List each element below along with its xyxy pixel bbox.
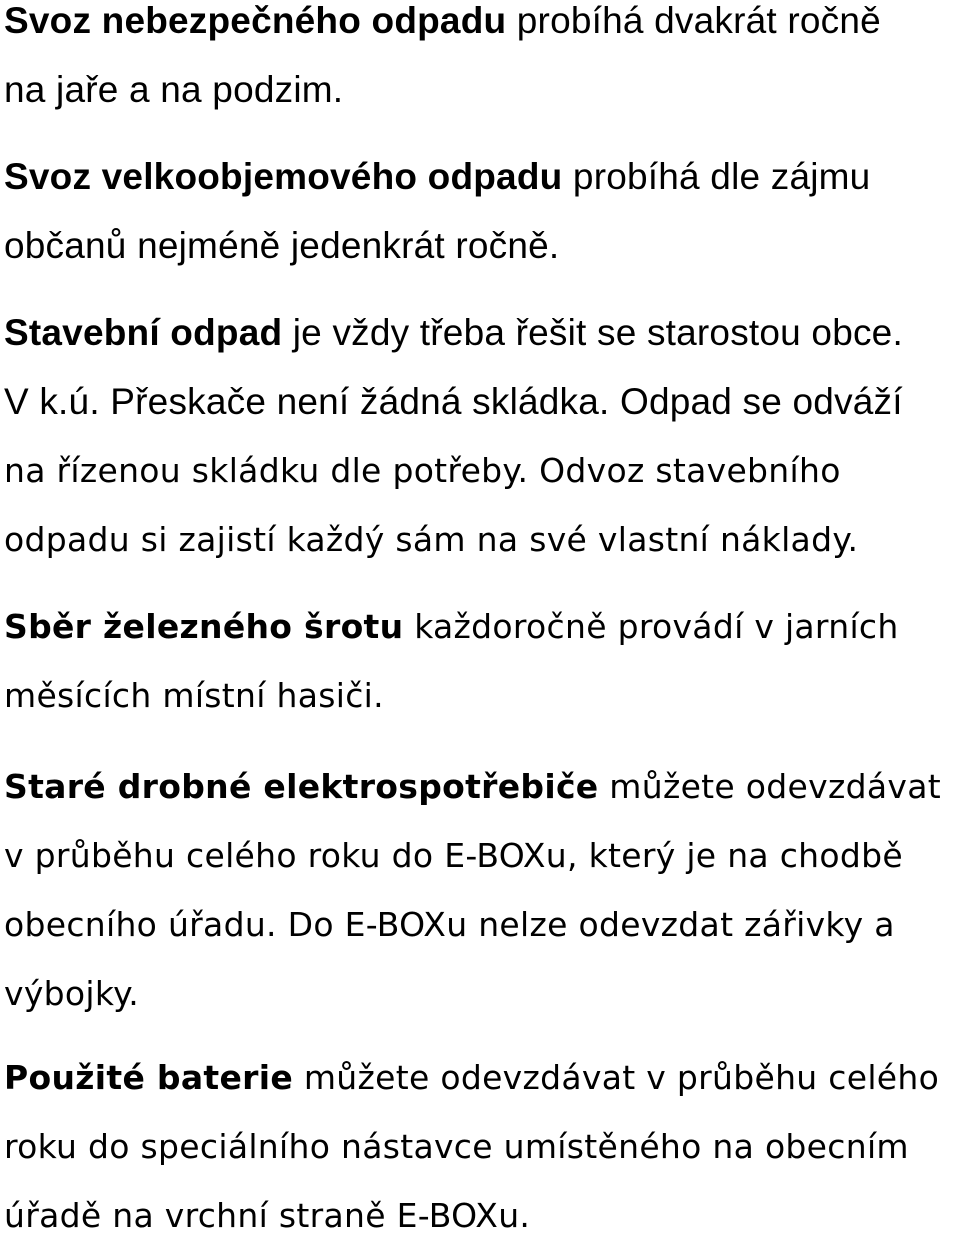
paragraph-text: každoročně provádí v jarních [403, 607, 899, 646]
paragraph-heading: Svoz nebezpečného odpadu [4, 0, 507, 41]
paragraph-line: roku do speciálního nástavce umístěného na obecním [4, 1127, 909, 1166]
paragraph-heading: Sběr železného šrotu [4, 607, 404, 646]
paragraph-line [4, 0, 881, 55]
paragraph-line [4, 298, 903, 367]
paragraph-hazardous-waste [4, 0, 881, 124]
paragraph-line: výbojky. [4, 974, 140, 1013]
paragraph-line [4, 1043, 939, 1112]
paragraph-text: můžete odevzdávat [598, 767, 941, 806]
paragraph-construction-waste [4, 298, 903, 574]
paragraph-line [4, 142, 870, 211]
paragraph-line: odpadu si zajistí každý sám na své vlastní náklady. [4, 520, 859, 559]
paragraph-line: občanů nejméně jedenkrát ročně. [4, 225, 560, 266]
paragraph-heading: Svoz velkoobjemového odpadu [4, 156, 563, 197]
paragraph-text: můžete odevzdávat v průběhu celého [293, 1058, 940, 1097]
paragraph-bulky-waste [4, 142, 870, 280]
paragraph-heading: Stavební odpad [4, 312, 283, 353]
paragraph-line: V k.ú. Přeskače není žádná skládka. Odpad se odváží [4, 381, 903, 422]
paragraph-text: probíhá dle zájmu [562, 156, 871, 197]
paragraph-line [4, 752, 941, 821]
paragraph-scrap-metal [4, 592, 899, 730]
paragraph-line: měsících místní hasiči. [4, 676, 384, 715]
paragraph-line: na řízenou skládku dle potřeby. Odvoz stavebního [4, 451, 841, 490]
paragraph-heading: Staré drobné elektrospotřebiče [4, 767, 599, 806]
paragraph-line: na jaře a na podzim. [4, 69, 344, 110]
paragraph-heading: Použité baterie [4, 1058, 294, 1097]
paragraph-line: v průběhu celého roku do E-BOXu, který je na chodbě [4, 836, 903, 875]
paragraph-text: je vždy třeba řešit se starostou obce. [282, 312, 903, 353]
paragraph-text: probíhá dvakrát ročně [506, 0, 881, 41]
paragraph-line: úřadě na vrchní straně E-BOXu. [4, 1196, 531, 1235]
paragraph-line [4, 592, 899, 661]
paragraph-line: obecního úřadu. Do E-BOXu nelze odevzdat zářivky a [4, 905, 895, 944]
paragraph-used-batteries [4, 1043, 939, 1250]
paragraph-small-electronics [4, 752, 941, 1028]
